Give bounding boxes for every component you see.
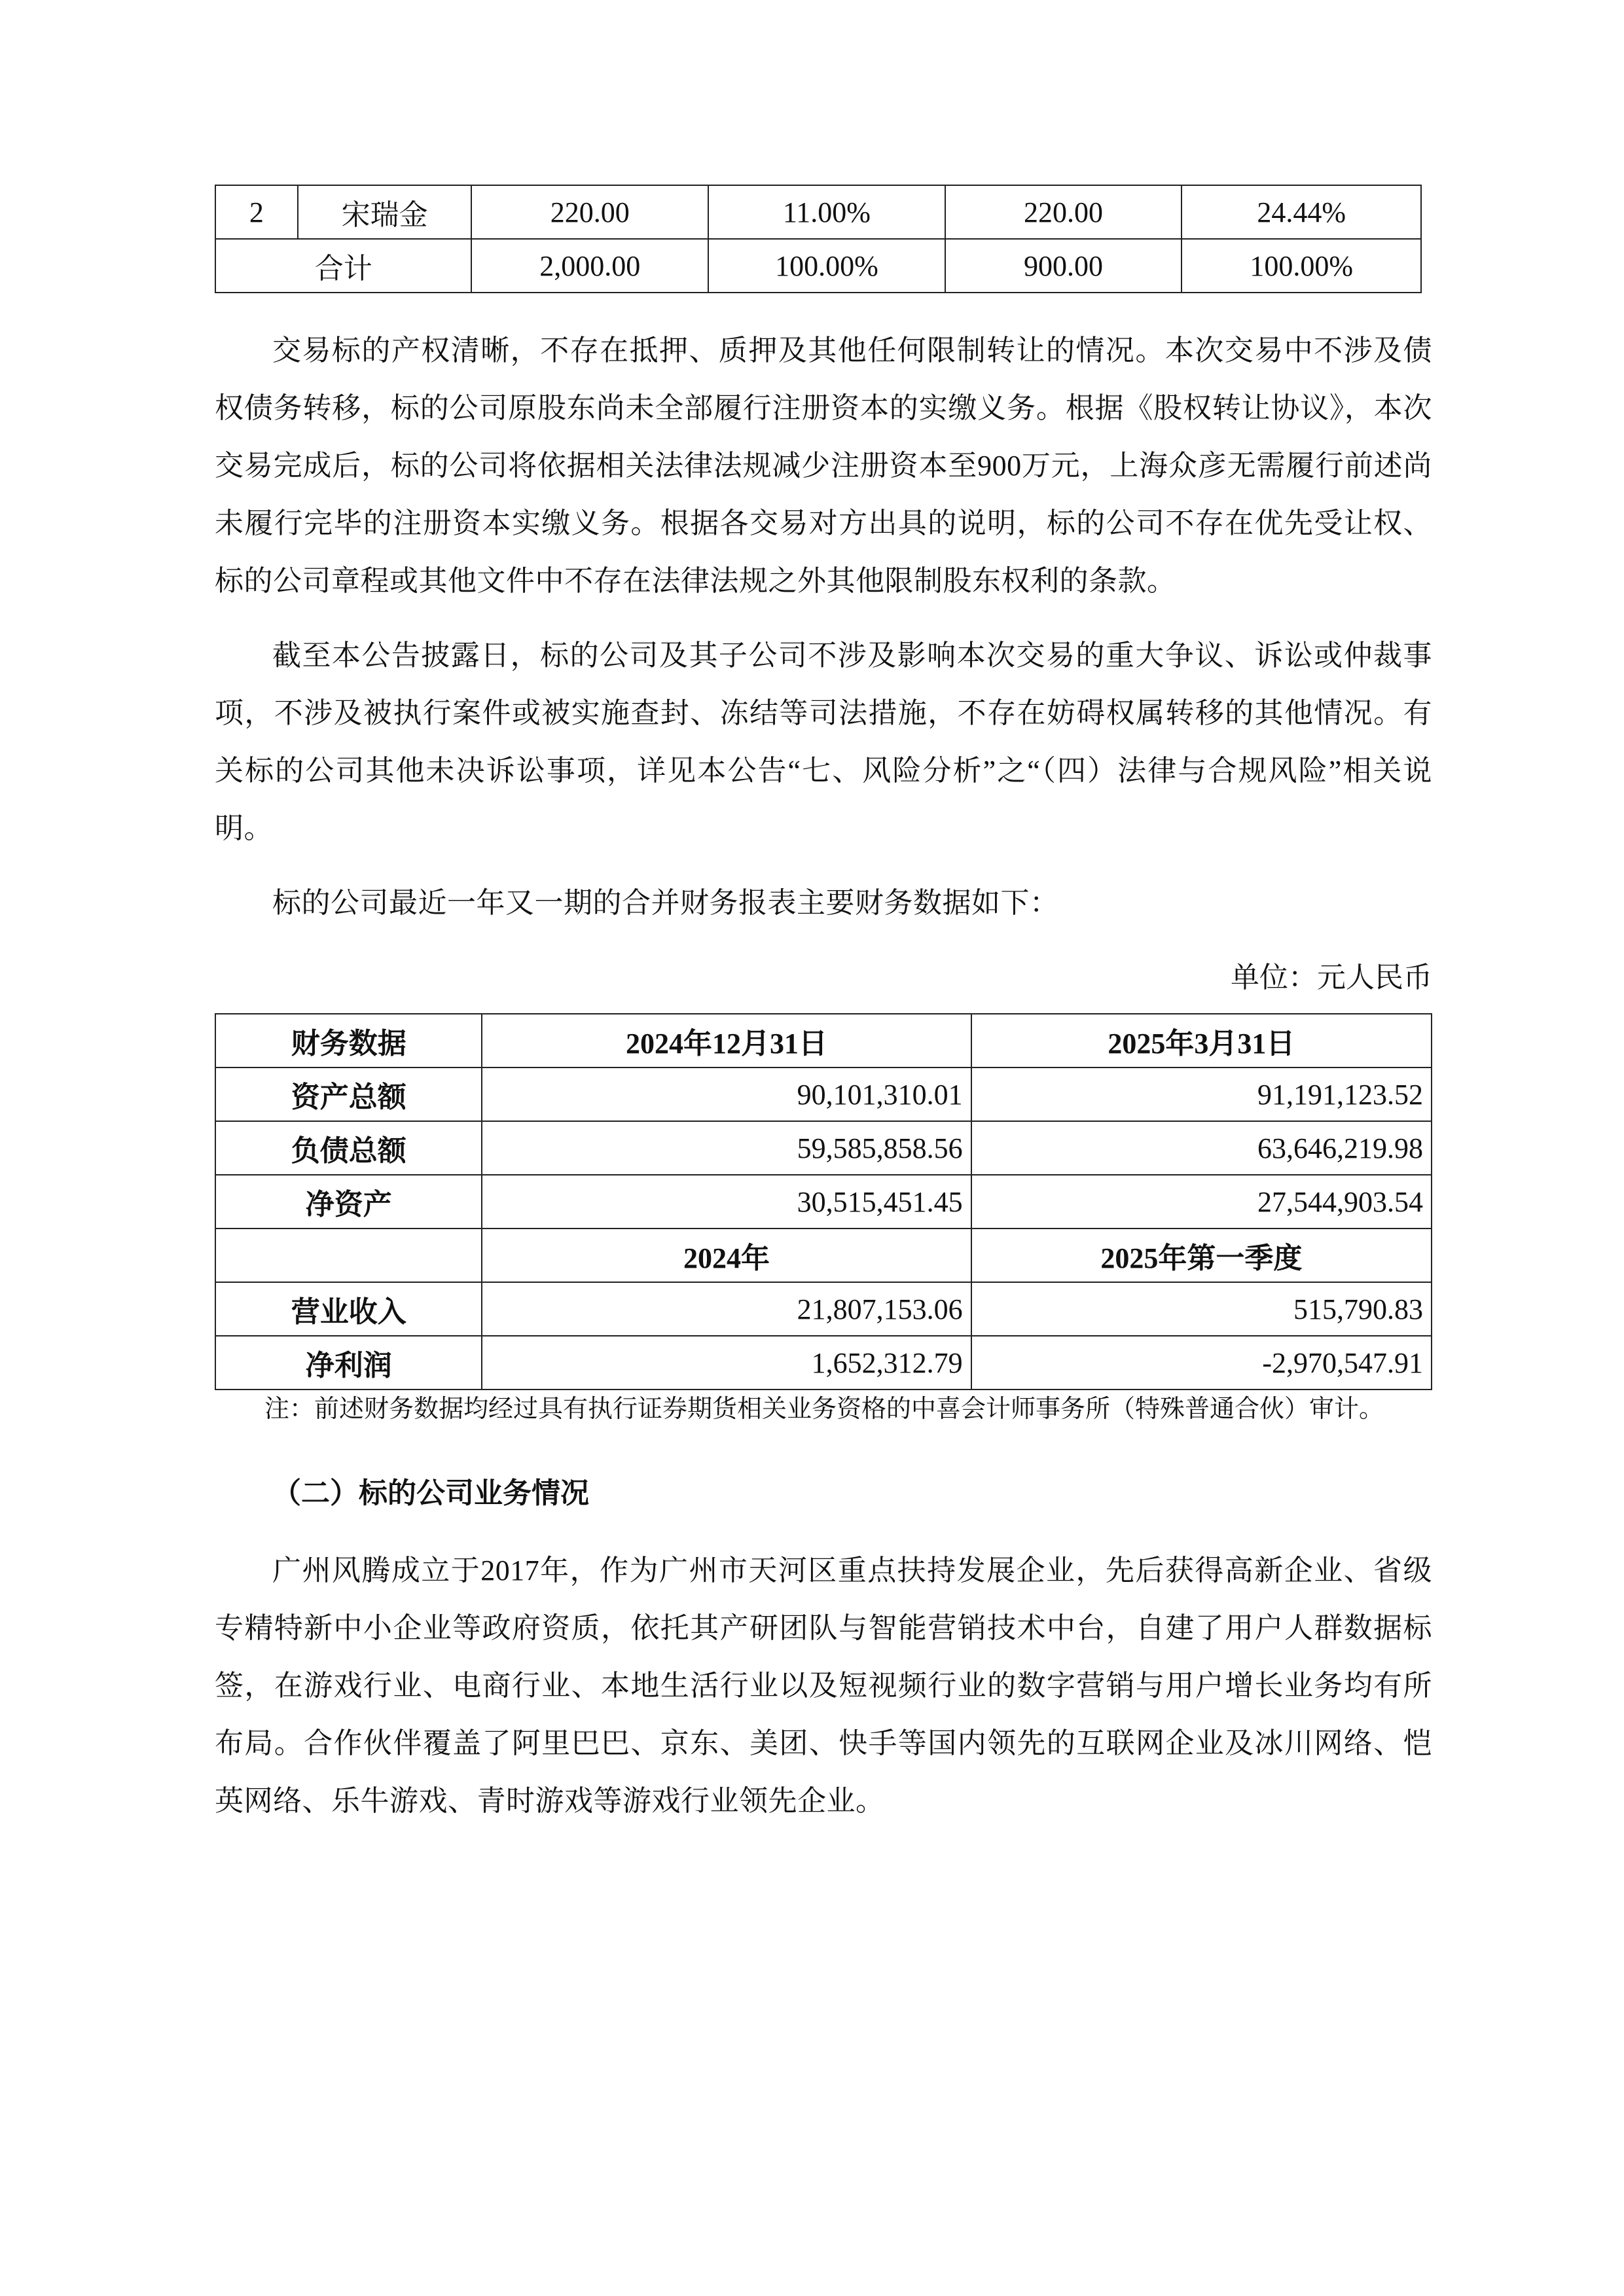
financial-income-row bbox=[215, 1282, 1432, 1336]
shareholder-total-capital: 2,000.00 bbox=[471, 239, 708, 293]
shareholder-cell-paid: 220.00 bbox=[945, 185, 1182, 239]
shareholder-total-label: 合计 bbox=[215, 239, 471, 293]
financial-row-label: 净利润 bbox=[215, 1336, 482, 1390]
financial-value: 63,646,219.98 bbox=[971, 1121, 1432, 1175]
shareholder-cell-no: 2 bbox=[215, 185, 298, 239]
financial-period-header-row-col2: 2025年第一季度 bbox=[971, 1229, 1432, 1282]
financial-value: 515,790.83 bbox=[971, 1282, 1432, 1336]
shareholder-cell-paid_ratio: 24.44% bbox=[1182, 185, 1421, 239]
financial-value: 27,544,903.54 bbox=[971, 1175, 1432, 1229]
financial-value: 59,585,858.56 bbox=[482, 1121, 971, 1175]
shareholder-total-paid_ratio: 100.00% bbox=[1182, 239, 1421, 293]
financial-note: 注：前述财务数据均经过具有执行证券期货相关业务资格的中喜会计师事务所（特殊普通合伙）审计。 bbox=[264, 1395, 1384, 1423]
financial-value: -2,970,547.91 bbox=[971, 1336, 1432, 1390]
financial-table bbox=[215, 1013, 1432, 1390]
shareholder-total-paid: 900.00 bbox=[945, 239, 1182, 293]
business-paragraph: 广州风腾成立于2017年，作为广州市天河区重点扶持发展企业，先后获得高新企业、省级专精特新中小企业等政府资质，依托其产研团队与智能营销技术中台，自建了用户人群数据标签，在游戏行业、电商行业、本地生活行业以及短视频行业的数字营销与用户增长业务均有所布局。合作伙伴覆盖了阿里巴巴、京东、美团、快手等国内领先的互联网企业及冰川网络、恺英网络、乐牛游戏、青时游戏等游戏行业领先企业。 bbox=[215, 1554, 1432, 1817]
financial-period-header-row bbox=[215, 1229, 1432, 1282]
body-paragraph: 交易标的产权清晰，不存在抵押、质押及其他任何限制转让的情况。本次交易中不涉及债权债务转移，标的公司原股东尚未全部履行注册资本的实缴义务。根据《股权转让协议》，本次交易完成后，标的公司将依据相关法律法规减少注册资本至900万元，上海众彦无需履行前述尚未履行完毕的注册资本实缴义务。根据各交易对方出具的说明，标的公司不存在优先受让权、标的公司章程或其他文件中不存在法律法规之外其他限制股东权利的条款。 bbox=[215, 334, 1432, 597]
shareholder-row bbox=[215, 185, 1421, 239]
unit-label: 单位：元人民币 bbox=[1231, 961, 1432, 994]
body-paragraphs bbox=[215, 322, 1432, 932]
shareholder-cell-capital: 220.00 bbox=[471, 185, 708, 239]
financial-header-row-col1: 2024年12月31日 bbox=[482, 1014, 971, 1067]
financial-value: 90,101,310.01 bbox=[482, 1067, 971, 1121]
financial-period-header-row-label bbox=[215, 1229, 482, 1282]
shareholder-cell-name: 宋瑞金 bbox=[298, 185, 472, 239]
financial-value: 30,515,451.45 bbox=[482, 1175, 971, 1229]
shareholder-total-ratio: 100.00% bbox=[708, 239, 945, 293]
document-page bbox=[215, 185, 1432, 1847]
shareholder-cell-ratio: 11.00% bbox=[708, 185, 945, 239]
financial-table-body bbox=[215, 1014, 1432, 1390]
financial-balance-row bbox=[215, 1121, 1432, 1175]
body-paragraph: 标的公司最近一年又一期的合并财务报表主要财务数据如下： bbox=[272, 887, 1059, 919]
shareholder-table bbox=[215, 185, 1422, 293]
financial-row-label: 净资产 bbox=[215, 1175, 482, 1229]
financial-header-row-label: 财务数据 bbox=[215, 1014, 482, 1067]
financial-value: 21,807,153.06 bbox=[482, 1282, 971, 1336]
shareholder-total-row bbox=[215, 239, 1421, 293]
financial-row-label: 资产总额 bbox=[215, 1067, 482, 1121]
shareholder-table-body bbox=[215, 185, 1421, 293]
financial-period-header-row-col1: 2024年 bbox=[482, 1229, 971, 1282]
financial-header-row-col2: 2025年3月31日 bbox=[971, 1014, 1432, 1067]
financial-balance-row bbox=[215, 1175, 1432, 1229]
financial-value: 91,191,123.52 bbox=[971, 1067, 1432, 1121]
financial-balance-row bbox=[215, 1067, 1432, 1121]
financial-row-label: 营业收入 bbox=[215, 1282, 482, 1336]
section-heading: （二）标的公司业务情况 bbox=[272, 1477, 589, 1509]
financial-value: 1,652,312.79 bbox=[482, 1336, 971, 1390]
financial-row-label: 负债总额 bbox=[215, 1121, 482, 1175]
financial-header-row bbox=[215, 1014, 1432, 1067]
body-paragraph: 截至本公告披露日，标的公司及其子公司不涉及影响本次交易的重大争议、诉讼或仲裁事项，不涉及被执行案件或被实施查封、冻结等司法措施，不存在妨碍权属转移的其他情况。有关标的公司其他未决诉讼事项，详见本公告“七、风险分析”之“（四）法律与合规风险”相关说明。 bbox=[215, 639, 1432, 844]
financial-income-row bbox=[215, 1336, 1432, 1390]
